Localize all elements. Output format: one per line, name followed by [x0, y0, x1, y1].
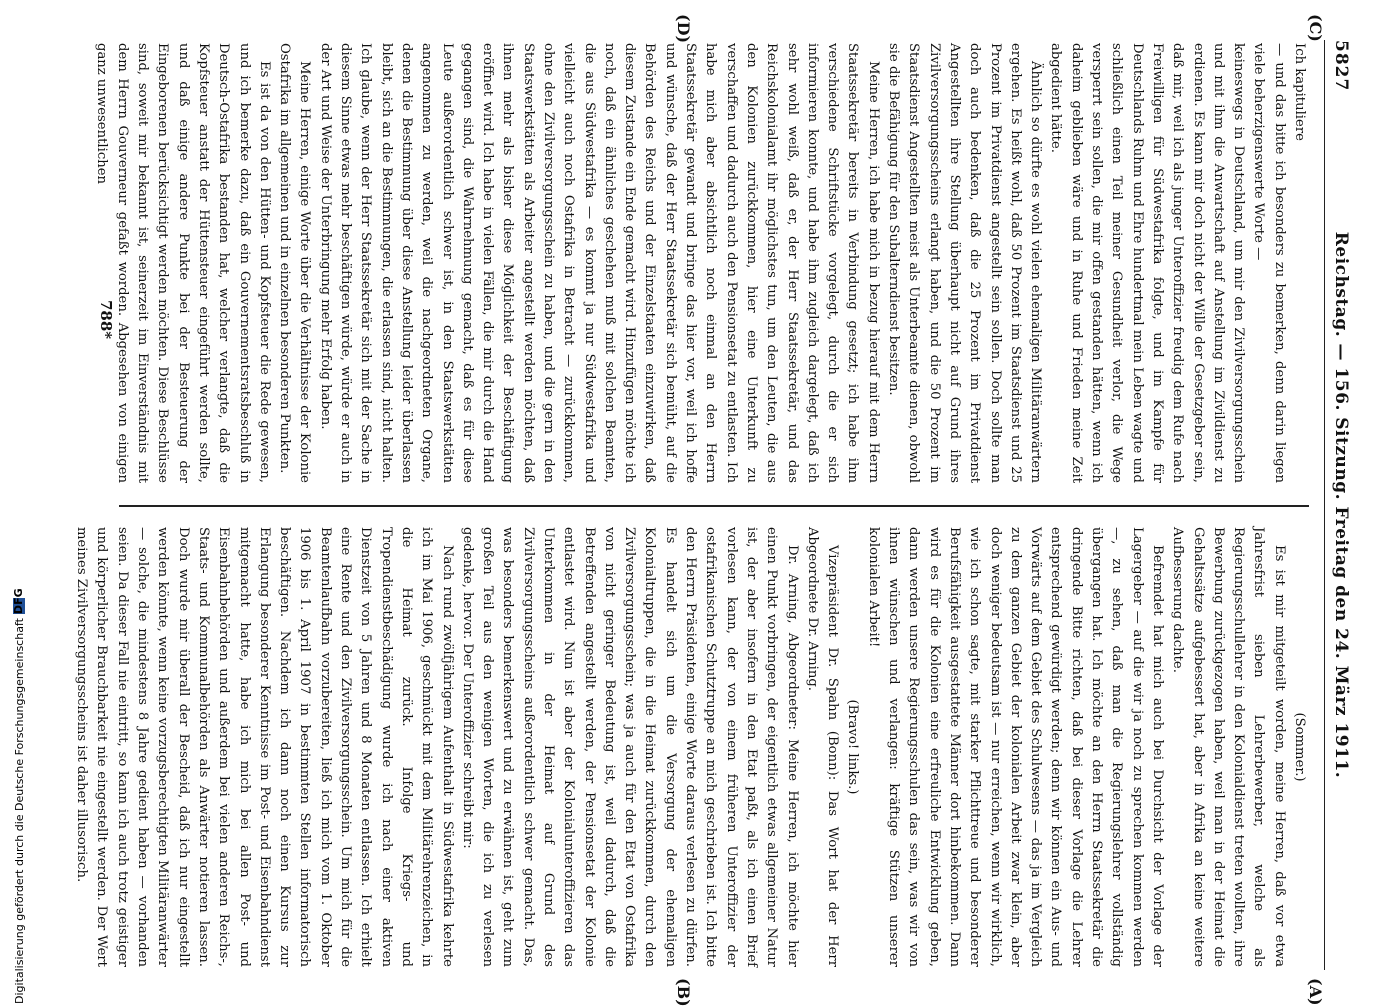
paragraph: Vizepräsident Dr. Spahn (Bonn): Das Wort hat der Herr Abgeordnete Dr. Arning. — [804, 527, 841, 967]
header-title: Reichstag. — 156. Sitzung. Freitag den 24. März 1911. — [1331, 231, 1351, 779]
margin-marker-a: (A) — [1306, 978, 1325, 1006]
paragraph: Meine Herren, einige Worte über die Verhältnisse der Kolonie Ostafrika im allgemeinen und in einzelnen besonderen Punkten. — [277, 43, 313, 483]
paragraph: Meine Herren, ich habe mich in bezug hierauf mit dem Herrn Staatssekretär bereits in Verbindung gesetzt; ich habe ihm verschiedene Schriftstücke vorgelegt, durch die er sich informieren konnte, und habe ihm zugleich dargelegt, daß ich sehr wohl weiß, daß er, der Herr Staatssekretär, und das Reichskolonialamt ihr möglichstes tun, um den Leuten, die aus den Kolonien zurückkommen, hier eine Unterkunft zu verschaffen und dadurch auch den Pensionsetat zu entlasten. Ich habe mich aber absichtlich noch einmal an den Herrn Staatssekretär gewandt und bringe das hier vor, weil ich hoffe und wünsche, daß der Herr Staatssekretär sich bemüht, auf die Behörden des Reichs und der Einzelstaaten einzuwirken, daß diesem Zustande ein Ende gemacht wird. Hinzufügen möchte ich noch, daß ein ähnliches geschehen muß mit solchen Beamten, die aus Südwestafrika — es kommt ja nur Südwestafrika und vielleicht auch noch Ostafrika in Betracht — zurückkommen, ohne den Zivilversorgungsschein zu haben, und die gern in den Staatswerkstätten als Arbeiter angestellt werden möchten, daß ihnen mehr als bisher diese Möglichkeit der Beschäftigung eröffnet wird. Ich habe in vielen Fällen, die mir durch die Hand gegangen sind, die Wahrnehmung gemacht, daß es für diese Leute außerordentlich schwer ist, in den Staatswerkstätten angenommen zu werden, weil die nachgeordneten Organe, denen die Bestimmung über diese Anstellung leider überlassen bleibt, sich an die Bestimmungen, die erlassen sind, nicht halten. Ich glaube, wenn der Herr Staatssekretär sich mit der Sache in diesem Sinne etwas mehr beschäftigen würde, würde er auch in der Art und Weise der Unterbringung mehr Erfolg haben. — [317, 43, 881, 483]
paragraph: Es ist mir mitgeteilt worden, meine Herren, daß vor etwa Jahresfrist sieben Lehrerbewerber, welche als Regierungsschullehrer in den Kolonialdienst treten wollten, ihre Bewerbung zurückgezogen haben, weil man in der Heimat die Gehaltssätze aufgebessert hat, aber in Afrika an keine weitere Aufbesserung dachte. — [1170, 527, 1287, 967]
column-left-text — [74, 527, 1309, 967]
credit-text: Digitalisierung gefördert durch die Deutsche Forschungsgemeinschaft — [13, 618, 26, 1004]
paragraph: keineswegs in Deutschland, um mir den Zivilversorgungsschein und mit ihm die Anwartschaft auf Anstellung im Zivildienst zu erdienen. Es kann mir doch nicht der Wille der Gesetzgeber sein, daß mir, weil ich als junger Unteroffizier freudig dem Rufe nach Freiwilligen für Südwestafrika folgte, und im Kampfe für Deutschlands Ruhm und Ehre hundertmal mein Leben wagte und schließlich einen Teil meiner Gesundheit verlor, die Wege versperrt sein sollen, die mir offen gestanden hätten, wenn ich daheim geblieben wäre und in Ruhe und Frieden meine Zeit abgedient hätte. — [1048, 43, 1247, 483]
digitization-credit — [8, 588, 27, 1004]
paragraph: Es ist da von den Hütten- und Kopfsteuer die Rede gewesen, und ich bemerke dazu, daß ein Gouvernementsratsbeschluß in Deutsch-Ostafrika bestanden hat, welcher verlangte, daß die Kopfsteuer anstatt der Hüttensteuer eingeführt werden sollte, und daß einige andere Punkte bei der Besteuerung der Eingeborenen berücksichtigt werden möchten. Diese Beschlüsse sind, soweit mir bekannt ist, seinerzeit im Einverständnis mit dem Herrn Gouverneur gefaßt worden. Abgesehen von einigen ganz unwesentlichen — [94, 43, 272, 483]
margin-marker-d: (D) — [674, 14, 693, 44]
paragraph: Befremdet hat mich auch bei Durchsicht der Vorlage der Lagergeber — auf die wir ja noch zu sprechen kommen werden —, zu sehen, daß man die Regierungslehrer vollständig übergangen hat. Ich möchte an den Herrn Staatssekretär die dringende Bitte richten, daß bei dieser Vorlage die Lehrer entsprechend gewürdigt werden; denn wir können ein Aus- und Vorwärts auf dem Gebiet des Schulwesens — das ja im Vergleich zu dem ganzen Gebiet der kolonialen Arbeit zwar klein, aber doch weniger bedeutsam ist — nur erreichen, wenn wir wirklich, wie ich schon sagte, mit starker Pflichttreue und besonderer Berufsfähigkeit ausgestattete Männer dort hinbekommen. Dann wird es für die Kolonien eine erfreuliche Entwicklung geben, dann werden unsere Regierungsschulen das sein, was wir von ihnen wünschen und verlangen: kräftige Stützen unserer kolonialen Arbeit! — [865, 527, 1165, 967]
speaker-note: (Sommer.) — [1292, 712, 1307, 782]
page-number: 5827 — [1331, 40, 1351, 92]
page-header — [1324, 40, 1355, 970]
paragraph: Ähnlich so dürfte es wohl vielen ehemaligen Militäranwärtern ergehen. Es heißt wohl, daß 50 Prozent im Staatsdienst und 25 Prozent im Privatdienst angestellt sein sollen. Doch sollte man doch auch bedenken, daß die 25 Prozent im Privatdienst Angestellten ihre Stellung überhaupt nicht auf Grund ihres Zivilversorgungsscheins erlangt haben, und die 50 Prozent im Staatsdienst Angestellten meist als Unterbeamte dienen, obwohl sie die Befähigung für den Subalterndienst besitzen. — [886, 43, 1044, 483]
paragraph: Ich kapituliere — [1292, 43, 1307, 141]
column-divider — [119, 505, 1309, 507]
signature-mark: 788* — [97, 300, 115, 340]
dfg-logo-icon: DFG — [11, 588, 25, 615]
paragraph: Dr. Arning, Abgeordneter: Meine Herren, ich möchte hier einen Punkt vorbringen, der eigentlich etwas allgemeiner Natur ist, der aber insofern in den Etat paßt, als ich einen Brief vorlesen kann, der von einem früheren Unteroffizier der ostafrikanischen Schutztruppe an mich geschrieben ist. Ich bitte den Herrn Präsidenten, einige Worte daraus verlesen zu dürfen. Es handelt sich um die Versorgung der ehemaligen Kolonialtruppen, die in die Heimat zurückkommen, durch den Zivilversorgungsschein; was ja auch für den Etat von Ostafrika von nicht geringer Bedeutung ist, weil dadurch, daß die Betreffenden angestellt werden, der Pensionsetat der Kolonie entlastet wird. Nun ist aber der Kolonialunteroffizieren das Unterkommen in der Heimat auf Grund des Zivilversorgungsscheins außerordentlich schwer gemacht. Das, was besonders bemerkenswert und zu erwähnen ist, geht zum großen Teil aus den wenigen Worten, die ich zu verlesen gedenke, hervor. Der Unteroffizier schreibt mir: — [459, 527, 800, 967]
applause-note: (Bravo! links.) — [845, 699, 861, 795]
margin-marker-b: (B) — [674, 978, 693, 1007]
margin-marker-c: (C) — [1306, 14, 1325, 42]
paragraph: — und das bitte ich besonders zu bemerken, denn darin liegen viele beherzigenswerte Worte — — [1251, 43, 1287, 483]
paragraph: Nach rund zwölfjährigem Aufenthalt in Südwestafrika kehrte ich im Mai 1906, geschmückt mit dem Militärehrenzeichen, in die Heimat zurück. Infolge Kriegs- und Tropendienstbeschädigung wurde ich nach einer aktiven Dienstzeit von 5 Jahren und 8 Monaten entlassen. Ich erhielt eine Rente und den Zivilversorgungsschein. Um mich für die Beamtenlaufbahn vorzubereiten, ließ ich mich vom 1. Oktober 1906 bis 1. April 1907 in bestimmten Stellen informatorisch beschäftigen. Nachdem ich dann noch einen Kursus zur Erlangung besonderer Kenntnisse im Post- und Eisenbahndienst mitgemacht hatte, habe ich mich bei allen Post- und Eisenbahnbehörden und außerdem bei vielen anderen Reichs-, Staats- und Kommunalbehörden als Anwärter notieren lassen. Doch wurde mir überall der Bescheid, daß ich nur eingestellt werden könnte, wenn keine vorzugsberechtigten Militäranwärter — solche, die mindestens 8 Jahre gedient haben — vorhanden seien. Da dieser Fall nie eintritt, so kann ich auch trotz geistiger und körperlicher Brauchbarkeit nie eingestellt werden. Der Wert meines Zivilversorgungsscheins ist daher illusorisch. — [74, 527, 455, 967]
